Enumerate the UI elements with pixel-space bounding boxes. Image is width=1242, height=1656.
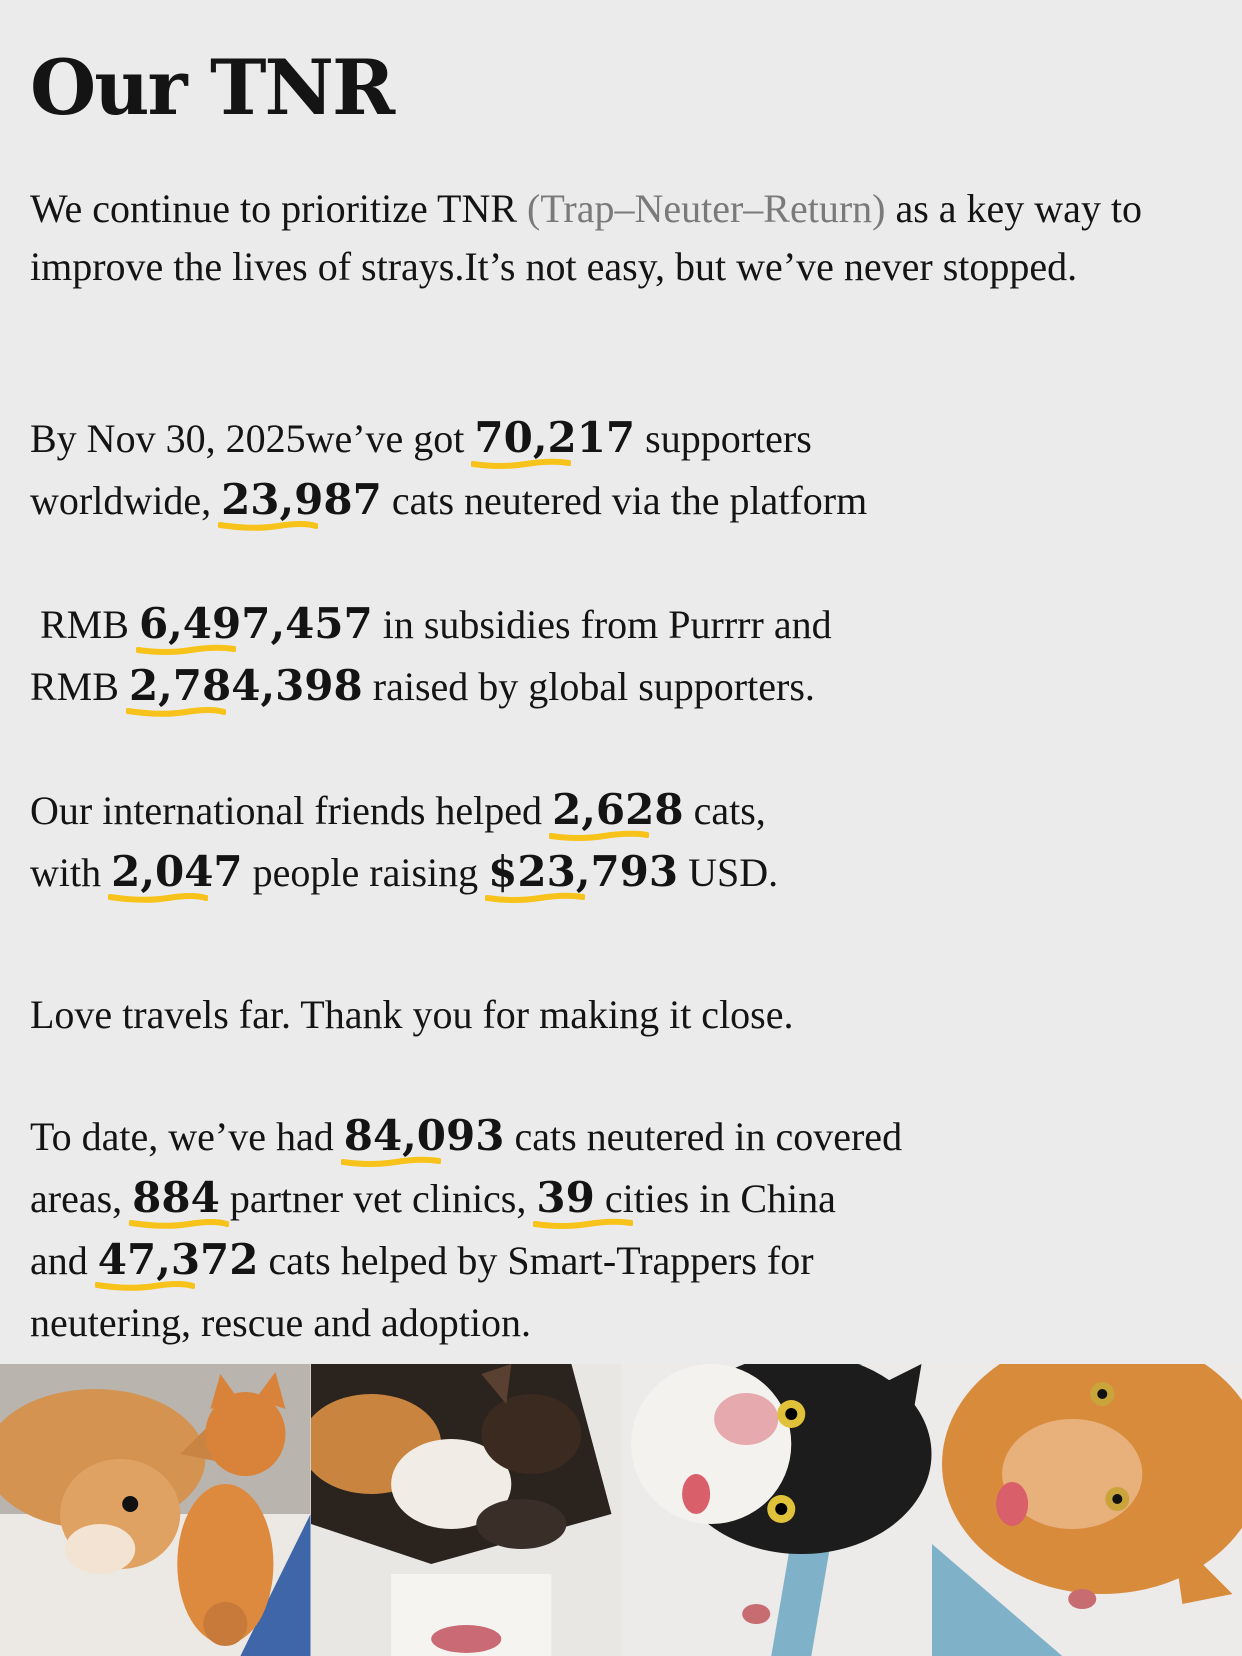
smart-trappers-count: 47,372 [98, 1239, 259, 1281]
cat-photo-strip [0, 1364, 1242, 1656]
funds-paragraph: RMB 6,497,457 in subsidies from Purrrr and RMB 2,784,398 raised by global supporters. [30, 594, 1225, 718]
vet-clinics-count: 884 [132, 1177, 220, 1219]
supporters-count: 70,217 [474, 417, 635, 459]
cities-count: 39 [536, 1177, 594, 1219]
cats-neutered-platform-count: 23,987 [221, 479, 382, 521]
page-title: Our TNR [30, 43, 394, 132]
international-cats-count: 2,628 [552, 789, 684, 831]
covered-areas-neutered-count: 84,093 [344, 1115, 505, 1157]
raised-amount: 2,784,398 [129, 665, 363, 707]
love-line: Love travels far. Thank you for making it close. [30, 992, 794, 1037]
supporters-paragraph: By Nov 30, 2025we’ve got 70,217 supporters worldwide, 23,987 cats neutered via the platform [30, 408, 1225, 532]
international-paragraph: Our international friends helped 2,628 cats, with 2,047 people raising $23,793 USD. [30, 780, 1225, 904]
calico-cat-photo [311, 1364, 622, 1656]
tuxedo-cat-photo [621, 1364, 932, 1656]
subsidies-amount: 6,497,457 [139, 603, 373, 645]
orange-cat-photo [0, 1364, 311, 1656]
tnr-definition: (Trap–Neuter–Return) [527, 186, 886, 231]
to-date-paragraph: To date, we’ve had 84,093 cats neutered in covered areas, 884 partner vet clinics, 39 cities in China and 47,372 cats helped by Smart-Trappers for neutering, rescue and adoption. [30, 1111, 903, 1345]
international-people-count: 2,047 [111, 851, 243, 893]
intro-paragraph: We continue to prioritize TNR (Trap–Neuter–Return) as a key way to improve the lives of strays.It’s not easy, but we’ve never stopped. [30, 186, 1143, 289]
orange-tabby-cat-photo [932, 1364, 1242, 1656]
usd-raised-amount: $23,793 [488, 851, 678, 893]
